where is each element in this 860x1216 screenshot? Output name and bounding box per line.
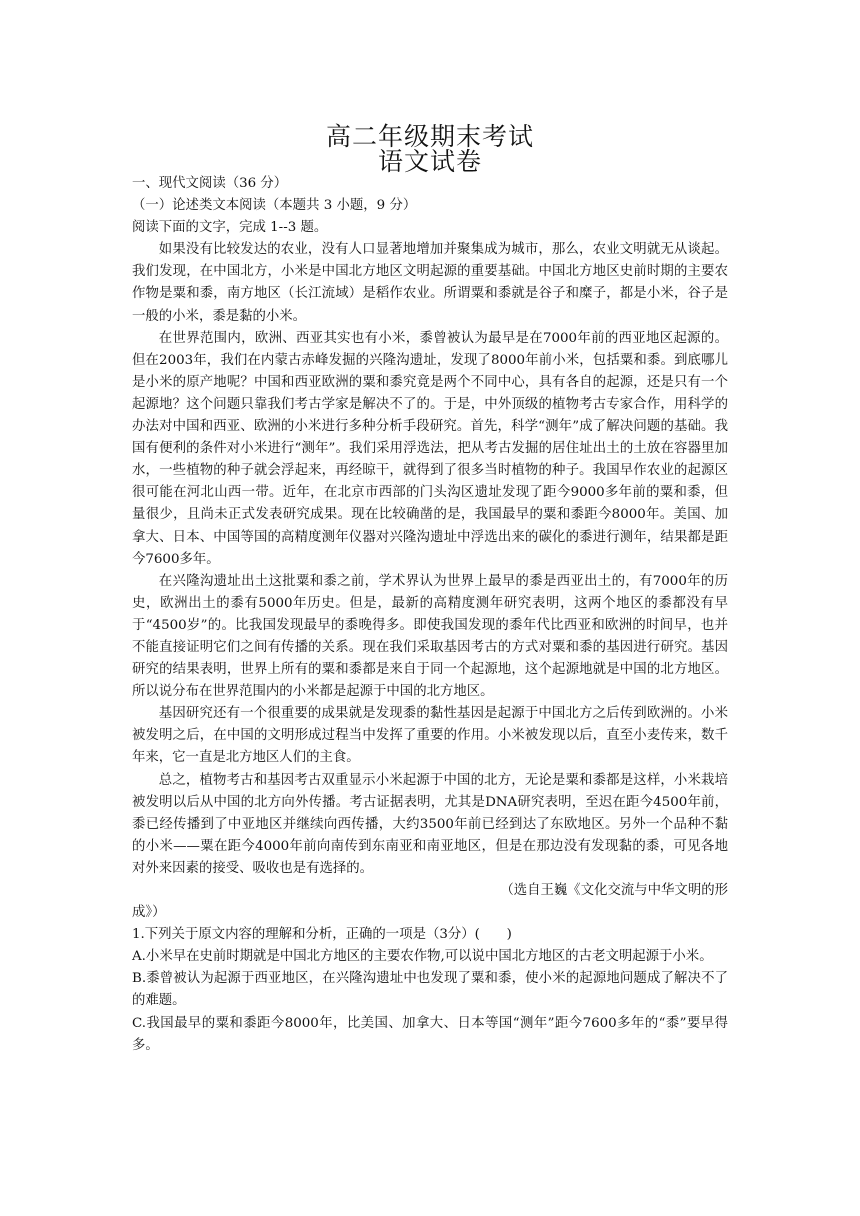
section-heading: 一、现代文阅读（36 分） (132, 176, 288, 191)
question-1-option-c: C.我国最早的粟和黍距今8000年，比美国、加拿大、日本等国“测年”距今7600多年的“黍”要早得多。 (132, 1015, 728, 1053)
question-1-option-b: B.黍曾被认为起源于西亚地区，在兴隆沟遗址中也发现了粟和黍，使小米的起源地问题成了解决不了的难题。 (132, 971, 728, 1009)
passage-paragraph: 总之，植物考古和基因考古双重显示小米起源于中国的北方，无论是粟和黍都是这样，小米栽培被发明以后从中国的北方向外传播。考古证据表明，尤其是DNA研究表明，至迟在距今4500年前，黍已经传播到了中亚地区并继续向西传播，大约3500年前已经到达了东欧地区。另外一个品种不黏的小米——粟在距今4000年前向南传到东南亚和南亚地区，但是在那边没有发现黏的黍，可见各地对外来因素的接受、吸收也是有选择的。 (132, 772, 728, 876)
passage-paragraph: 基因研究还有一个很重要的成果就是发现黍的黏性基因是起源于中国北方之后传到欧洲的。小米被发明之后，在中国的文明形成过程当中发挥了重要的作用。小米被发现以后，直至小麦传来，数千年来，它一直是北方地区人们的主食。 (132, 706, 728, 766)
exam-subtitle: 语文试卷 (377, 147, 482, 176)
source-citation: （选自王巍《文化交流与中华文明的形 (500, 883, 728, 898)
question-1: 1.下列关于原文内容的理解和分析，正确的一项是（3分）( ) (132, 927, 512, 943)
source-citation-end: 成》） (132, 905, 166, 921)
passage-paragraph: 如果没有比较发达的农业，没有人口显著地增加并聚集成为城市，那么，农业文明就无从谈起。我们发现，在中国北方，小米是中国北方地区文明起源的重要基础。中国北方地区史前时期的主要农作物是粟和黍，南方地区（长江流域）是稻作农业。所谓粟和黍就是谷子和糜子，都是小米，谷子是一般的小米，黍是黏的小米。 (132, 242, 728, 324)
passage-paragraph: 在兴隆沟遗址出土这批粟和黍之前，学术界认为世界上最早的黍是西亚出土的，有7000年的历史，欧洲出土的黍有5000年历史。但是，最新的高精度测年研究表明，这两个地区的黍都没有早于“4500岁”的。比我国发现最早的黍晚得多。即使我国发现的黍年代比西亚和欧洲的时间早，也并不能直接证明它们之间有传播的关系。现在我们采取基因考古的方式对粟和黍的基因进行研究。基因研究的结果表明，世界上所有的粟和黍都是来自于同一个起源地，这个起源地就是中国的北方地区。所以说分布在世界范围内的小米都是起源于中国的北方地区。 (132, 573, 728, 700)
reading-instruction: 阅读下面的文字，完成 1--3 题。 (132, 220, 328, 236)
passage-paragraph: 在世界范围内，欧洲、西亚其实也有小米，黍曾被认为最早是在7000年前的西亚地区起源的。但在2003年，我们在内蒙古赤峰发掘的兴隆沟遗址，发现了8000年前小米，包括粟和黍。到底哪儿是小米的原产地呢？中国和西亚欧洲的粟和黍究竟是两个不同中心，具有各自的起源，还是只有一个起源地？这个问题只靠我们考古学家是解决不了的。于是，中外顶级的植物考古专家合作，用科学的办法对中国和西亚、欧洲的小米进行多种分析手段研究。首先，科学“测年”成了解决问题的基础。我国有便利的条件对小米进行“测年”。我们采用浮选法，把从考古发掘的居住址出土的土放在容器里加水，一些植物的种子就会浮起来，再经晾干，就得到了很多当时植物的种子。我国早作农业的起源区很可能在河北山西一带。近年，在北京市西部的门头沟区遗址发现了距今9000多年前的粟和黍，但量很少，且尚未正式发表研究成果。现在比较确凿的是，我国最早的粟和黍距今8000年。美国、加拿大、日本、中国等国的高精度测年仪器对兴隆沟遗址中浮选出来的碳化的黍进行测年，结果都是距今7600多年。 (132, 330, 728, 567)
exam-content (132, 173, 728, 1057)
subsection-heading: （一）论述类文本阅读（本题共 3 小题，9 分） (132, 198, 417, 214)
exam-title: 高二年级期末考试 (325, 122, 534, 151)
question-1-option-a: A.小米早在史前时期就是中国北方地区的主要农作物,可以说中国北方地区的古老文明起源于小米。 (132, 949, 713, 965)
